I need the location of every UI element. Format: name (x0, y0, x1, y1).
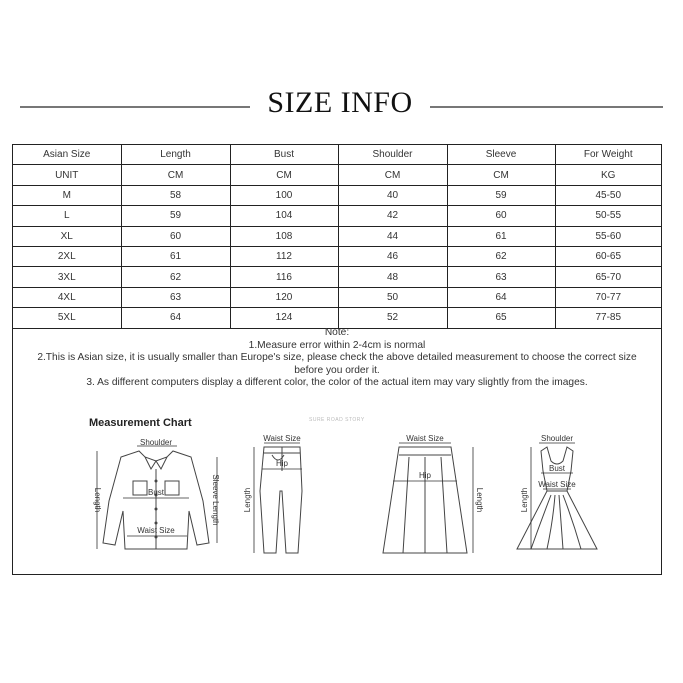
table-row-cell: 48 (338, 267, 447, 287)
note-2: 2.This is Asian size, it is usually smaller than Europe's size, please check the above detailed measurement to choose the correct size (37, 352, 637, 363)
pants-diagram (238, 431, 313, 561)
dress-bust-label: Bust (548, 464, 566, 473)
table-row-cell: 62 (447, 246, 555, 266)
table-row-cell: 4XL (13, 287, 121, 307)
shirt-waist-label: Waist Size (137, 526, 175, 535)
skirt-waist-label: Waist Size (406, 434, 444, 443)
table-row-cell: 61 (447, 226, 555, 246)
table-row-cell: 60 (121, 226, 230, 246)
table-row-cell: 65 (447, 308, 555, 328)
table-row-cell: 65-70 (555, 267, 661, 287)
table-row-cell: 63 (121, 287, 230, 307)
table-row-cell: 2XL (13, 246, 121, 266)
measurement-chart-title: Measurement Chart (89, 417, 192, 429)
table-row-cell: 63 (447, 267, 555, 287)
table-row-cell: 50-55 (555, 206, 661, 226)
table-header-row-cell: Bust (230, 145, 338, 165)
shirt-length-label: Length (93, 487, 102, 513)
size-info-panel (12, 144, 662, 575)
table-row (13, 267, 661, 287)
table-row-cell: 52 (338, 308, 447, 328)
skirt-diagram (373, 431, 483, 561)
notes-block (13, 327, 661, 390)
table-row-cell: 40 (338, 185, 447, 205)
table-row-cell: 62 (121, 267, 230, 287)
table-row-cell: 120 (230, 287, 338, 307)
table-row (13, 206, 661, 226)
title-divider-left (20, 106, 250, 108)
pants-hip-label: Hip (275, 459, 289, 468)
notes-heading: Note: (324, 327, 350, 338)
table-row-cell: XL (13, 226, 121, 246)
dress-shoulder-label: Shoulder (540, 434, 574, 443)
dress-diagram (501, 431, 611, 561)
table-row (13, 246, 661, 266)
table-row-cell: 60 (447, 206, 555, 226)
table-row-cell: 3XL (13, 267, 121, 287)
table-row-cell: 59 (121, 206, 230, 226)
table-row-cell: L (13, 206, 121, 226)
table-header-row-cell: Asian Size (13, 145, 121, 165)
table-unit-row-cell: CM (447, 165, 555, 185)
dress-waist-label: Waist Size (538, 480, 576, 489)
skirt-hip-label: Hip (418, 471, 432, 480)
table-header-row-cell: Sleeve (447, 145, 555, 165)
table-row-cell: 108 (230, 226, 338, 246)
pants-length-label: Length (243, 487, 252, 513)
title-divider-right (430, 106, 663, 108)
table-row (13, 185, 661, 205)
size-table (13, 145, 661, 329)
pants-waist-label: Waist Size (263, 434, 301, 443)
table-row-cell: 60-65 (555, 246, 661, 266)
table-header-row-cell: Shoulder (338, 145, 447, 165)
table-row-cell: 42 (338, 206, 447, 226)
note-2-continued: before you order it. (294, 364, 380, 376)
watermark: SURE ROAD STORY (309, 417, 365, 423)
table-row-cell: 46 (338, 246, 447, 266)
table-row-cell: 77-85 (555, 308, 661, 328)
table-row (13, 226, 661, 246)
table-row-cell: 100 (230, 185, 338, 205)
title-row (0, 86, 683, 130)
shirt-shoulder-label: Shoulder (139, 438, 173, 447)
table-unit-row-cell: CM (230, 165, 338, 185)
dress-length-label: Length (520, 487, 529, 513)
table-row (13, 287, 661, 307)
table-row (13, 308, 661, 328)
table-unit-row-cell: CM (121, 165, 230, 185)
size-table-body (13, 145, 661, 328)
page-title: SIZE INFO (267, 86, 413, 119)
table-row-cell: 64 (447, 287, 555, 307)
table-row-cell: 58 (121, 185, 230, 205)
table-row-cell: 59 (447, 185, 555, 205)
table-row-cell: 5XL (13, 308, 121, 328)
table-header-row (13, 145, 661, 165)
skirt-length-label: Length (475, 487, 484, 513)
table-row-cell: 64 (121, 308, 230, 328)
table-row-cell: 45-50 (555, 185, 661, 205)
table-unit-row (13, 165, 661, 185)
table-row-cell: 55-60 (555, 226, 661, 246)
shirt-diagram (89, 431, 224, 556)
table-unit-row-cell: KG (555, 165, 661, 185)
shirt-sleeve-length-label: Sleeve Length (211, 474, 220, 526)
shirt-bust-label: Bust (147, 488, 165, 497)
table-header-row-cell: Length (121, 145, 230, 165)
table-header-row-cell: For Weight (555, 145, 661, 165)
table-row-cell: 44 (338, 226, 447, 246)
table-row-cell: 124 (230, 308, 338, 328)
table-row-cell: 70-77 (555, 287, 661, 307)
table-unit-row-cell: CM (338, 165, 447, 185)
table-row-cell: 61 (121, 246, 230, 266)
note-3: 3. As different computers display a different color, the color of the actual item may vary slightly from the images. (86, 377, 588, 388)
table-row-cell: 50 (338, 287, 447, 307)
table-row-cell: 112 (230, 246, 338, 266)
table-row-cell: 116 (230, 267, 338, 287)
table-row-cell: 104 (230, 206, 338, 226)
table-row-cell: M (13, 185, 121, 205)
note-1: 1.Measure error within 2-4cm is normal (248, 339, 426, 351)
table-unit-row-cell: UNIT (13, 165, 121, 185)
